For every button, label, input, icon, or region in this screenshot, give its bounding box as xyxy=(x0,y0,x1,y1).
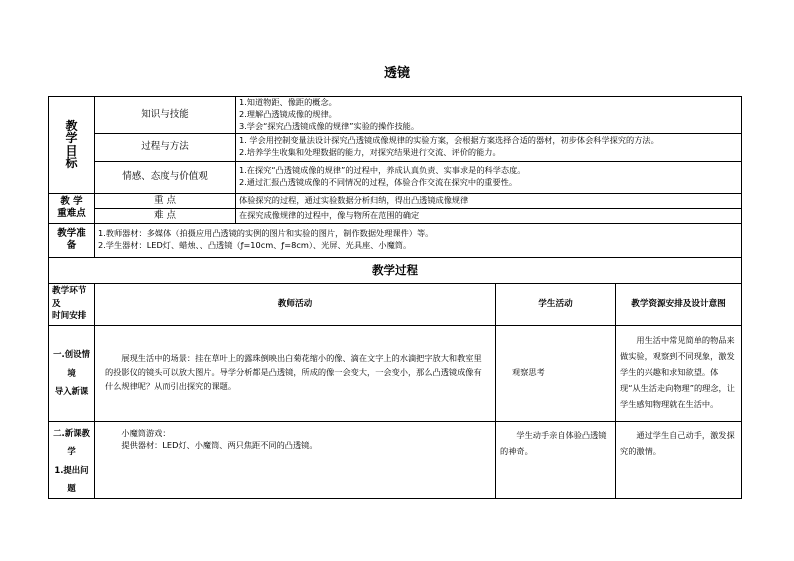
objective-items: 1.知道物距、像距的概念。 2.理解凸透镜成像的规律。 3.学会“探究凸透镜成像的规律”实验的操作技能。 xyxy=(236,97,742,134)
key-point-text: 体验探究的过程，通过实验数据分析归纳，得出凸透镜成像规律 xyxy=(236,193,742,208)
page-title: 透镜 xyxy=(383,66,410,81)
focus-row xyxy=(49,193,742,208)
process-header-row xyxy=(49,283,742,325)
student-activity: 观察思考 xyxy=(496,325,616,421)
difficult-point-label: 难 点 xyxy=(95,208,236,223)
objective-row xyxy=(49,97,742,134)
process-row xyxy=(49,325,742,421)
key-point-label: 重 点 xyxy=(95,193,236,208)
process-title-row xyxy=(49,257,742,283)
lesson-plan-table xyxy=(48,96,742,499)
prep-items: 1.教师器材：多媒体（拍摄应用凸透镜的实例的图片和实验的图片，制作数据处理课件）等。 2.学生器材：LED灯、蜡烛、、凸透镜（ƒ=10cm、ƒ=8cm）、光屏、光具座、小魔筒。 xyxy=(95,223,742,257)
stage-cell: 二.新课教学 1.提出问题 xyxy=(49,421,95,498)
header-stage: 教学环节及 时间安排 xyxy=(49,283,95,325)
stage-cell: 一.创设情境 导入新课 xyxy=(49,325,95,421)
objective-row xyxy=(49,133,742,161)
header-teacher: 教师活动 xyxy=(95,283,496,325)
header-student: 学生活动 xyxy=(496,283,616,325)
objective-name: 知识与技能 xyxy=(95,97,236,134)
objective-row xyxy=(49,161,742,193)
objectives-label: 教学目标 xyxy=(49,97,95,194)
focus-row xyxy=(49,208,742,223)
teacher-activity: 小魔筒游戏： 提供器材：LED灯、小魔筒、两只焦距不同的凸透镜。 xyxy=(95,421,496,498)
teacher-activity: 展现生活中的场景：挂在草叶上的露珠倒映出白菊花缩小的像、滴在文字上的水滴把字放大和教室里的投影仪的镜头可以放大图片。导学分析都是凸透镜，所成的像一会变大，一会变小，那么凸透镜成像有什么规律呢？从而引出探究的课题。 xyxy=(95,325,496,421)
process-title: 教学过程 xyxy=(49,257,742,283)
prep-row xyxy=(49,223,742,257)
process-row xyxy=(49,421,742,498)
resource-intent: 通过学生自己动手，激发探究的激情。 xyxy=(616,421,742,498)
header-resource: 教学资源安排及设计意图 xyxy=(616,283,742,325)
objective-items: 1. 学会用控制变量法设计探究凸透镜成像规律的实验方案，会根据方案选择合适的器材，初步体会科学探究的方法。 2.培养学生收集和处理数据的能力，对探究结果进行交流、评价的能力。 xyxy=(236,133,742,161)
objective-name: 情感、态度与价值观 xyxy=(95,161,236,193)
resource-intent: 用生活中常见简单的物品来做实验，观察到不同现象，激发学生的兴趣和求知欲望。体现“从生活走向物理”的理念，让学生感知物理就在生活中。 xyxy=(616,325,742,421)
student-activity: 学生动手亲自体验凸透镜的神奇。 xyxy=(496,421,616,498)
objective-items: 1.在探究“凸透镜成像的规律”的过程中，养成认真负责、实事求是的科学态度。 2.通过汇报凸透镜成像的不同情况的过程，体验合作交流在探究中的重要性。 xyxy=(236,161,742,193)
difficult-point-text: 在探究成像规律的过程中，像与物所在范围的确定 xyxy=(236,208,742,223)
prep-label: 教学准 备 xyxy=(49,223,95,257)
focus-label: 教 学 重难点 xyxy=(49,193,95,223)
objective-name: 过程与方法 xyxy=(95,133,236,161)
